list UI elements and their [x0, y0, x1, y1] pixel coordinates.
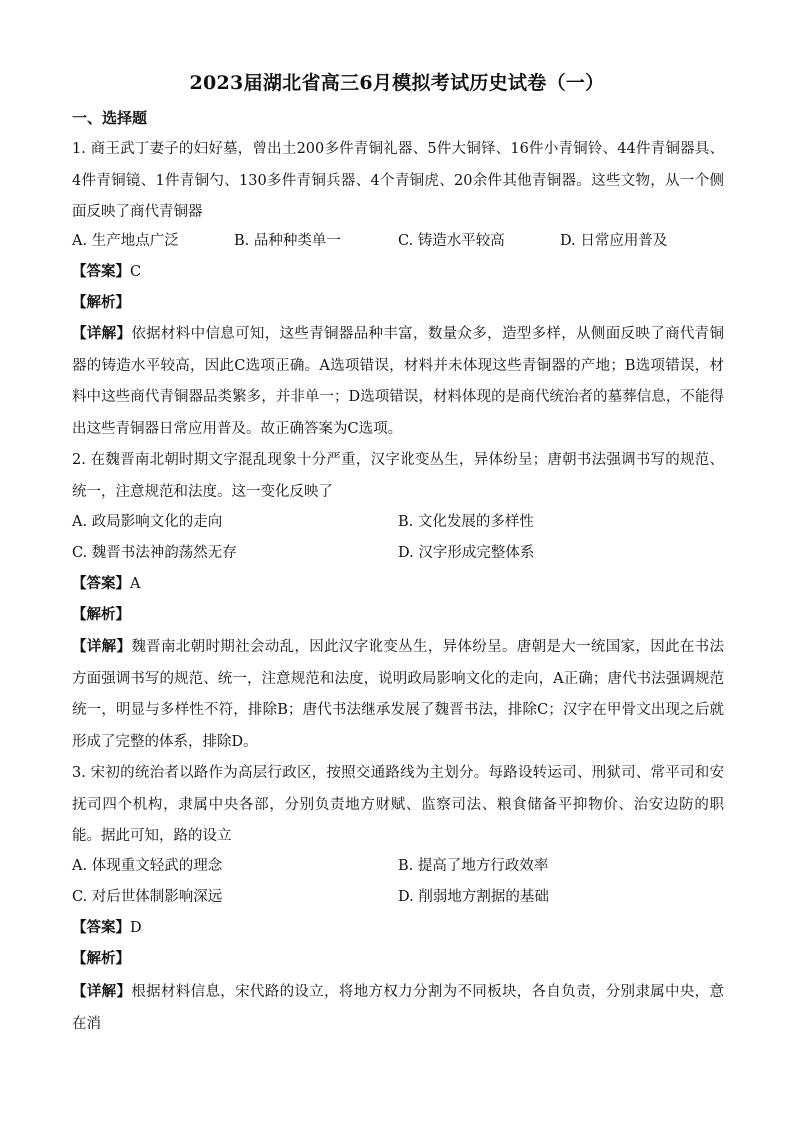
question-1-detail — [72, 318, 724, 445]
question-2-option-b: B. 文化发展的多样性 — [398, 514, 534, 530]
question-1-option-c: C. 铸造水平较高 — [398, 233, 505, 249]
question-1-option-a: A. 生产地点广泛 — [72, 233, 179, 249]
answer-label: 【答案】 — [72, 919, 130, 936]
question-3-answer — [72, 916, 142, 937]
answer-value: A — [130, 576, 141, 592]
question-2-answer — [72, 572, 140, 593]
question-3-options-row2 — [72, 885, 732, 915]
detail-text: 依据材料中信息可知，这些青铜器品种丰富，数量众多，造型多样，从侧面反映了商代青铜器的铸造水平较高，因此C选项正确。A选项错误，材料并未体现这些青铜器的产地；B选项错误，材料中这些商代青铜器品类繁多，并非单一；D选项错误，材料体现的是商代统治者的墓葬信息，不能得出这些青铜器日常应用普及。故正确答案为C选项。 — [72, 326, 725, 437]
question-2-analysis-label: 【解析】 — [72, 606, 130, 623]
detail-text: 根据材料信息，宋代路的设立，将地方权力分割为不同板块，各自负责，分别隶属中央，意在消 — [72, 984, 725, 1032]
detail-text: 魏晋南北朝时期社会动乱，因此汉字讹变丛生，异体纷呈。唐朝是大一统国家，因此在书法方面强调书写的规范、统一，注意规范和法度，说明政局影响文化的走向，A正确；唐代书法强调规范统一，明显与多样性不符，排除B；唐代书法继承发展了魏晋书法，排除C；汉字在甲骨文出现之后就形成了完整的体系，排除D。 — [72, 639, 725, 750]
answer-value: C — [130, 264, 142, 280]
question-3-stem: 3. 宋初的统治者以路作为高层行政区，按照交通路线为主划分。每路设转运司、刑狱司、常平司和安抚司四个机构，隶属中央各部，分别负责地方财赋、监察司法、粮食储备平抑物价、治安边防的职能。据此可知，路的设立 — [72, 765, 724, 844]
question-2-options-row2 — [72, 541, 732, 571]
question-1-answer — [72, 260, 141, 281]
question-2-stem: 2. 在魏晋南北朝时期文字混乱现象十分严重，汉字讹变丛生，异体纷呈；唐朝书法强调书写的规范、统一，注意规范和法度。这一变化反映了 — [72, 452, 724, 500]
detail-label: 【详解】 — [72, 325, 132, 342]
detail-label: 【详解】 — [72, 983, 132, 1000]
question-3-options — [72, 854, 732, 884]
section-heading: 一、选择题 — [72, 109, 148, 127]
question-1-options — [72, 229, 732, 259]
question-1-option-d: D. 日常应用普及 — [560, 233, 668, 249]
question-3-option-a: A. 体现重文轻武的理念 — [72, 858, 223, 874]
question-1-stem: 1. 商王武丁妻子的妇好墓，曾出土200多件青铜礼器、5件大铜铎、16件小青铜铃、44件青铜器具、4件青铜镜、1件青铜勺、130多件青铜兵器、4个青铜虎、20余件其他青铜器。这些文物，从一个侧面反映了商代青铜器 — [72, 141, 724, 220]
question-2-option-c: C. 魏晋书法神韵荡然无存 — [72, 545, 237, 561]
question-1-option-b: B. 品种种类单一 — [234, 233, 341, 249]
answer-value: D — [130, 920, 142, 936]
question-3-option-d: D. 削弱地方割据的基础 — [398, 889, 549, 905]
exam-title: 2023届湖北省高三6月模拟考试历史试卷（一） — [189, 72, 605, 94]
question-3-analysis-label: 【解析】 — [72, 950, 130, 967]
question-3-detail — [72, 976, 724, 1040]
question-2-option-a: A. 政局影响文化的走向 — [72, 514, 223, 530]
question-2-option-d: D. 汉字形成完整体系 — [398, 545, 535, 561]
answer-label: 【答案】 — [72, 263, 130, 280]
question-1-analysis-label: 【解析】 — [72, 294, 130, 311]
answer-label: 【答案】 — [72, 575, 130, 592]
question-2-options — [72, 510, 732, 540]
detail-label: 【详解】 — [72, 638, 132, 655]
question-3-option-c: C. 对后世体制影响深远 — [72, 889, 223, 905]
question-2-detail — [72, 631, 724, 758]
question-3-option-b: B. 提高了地方行政效率 — [398, 858, 549, 874]
